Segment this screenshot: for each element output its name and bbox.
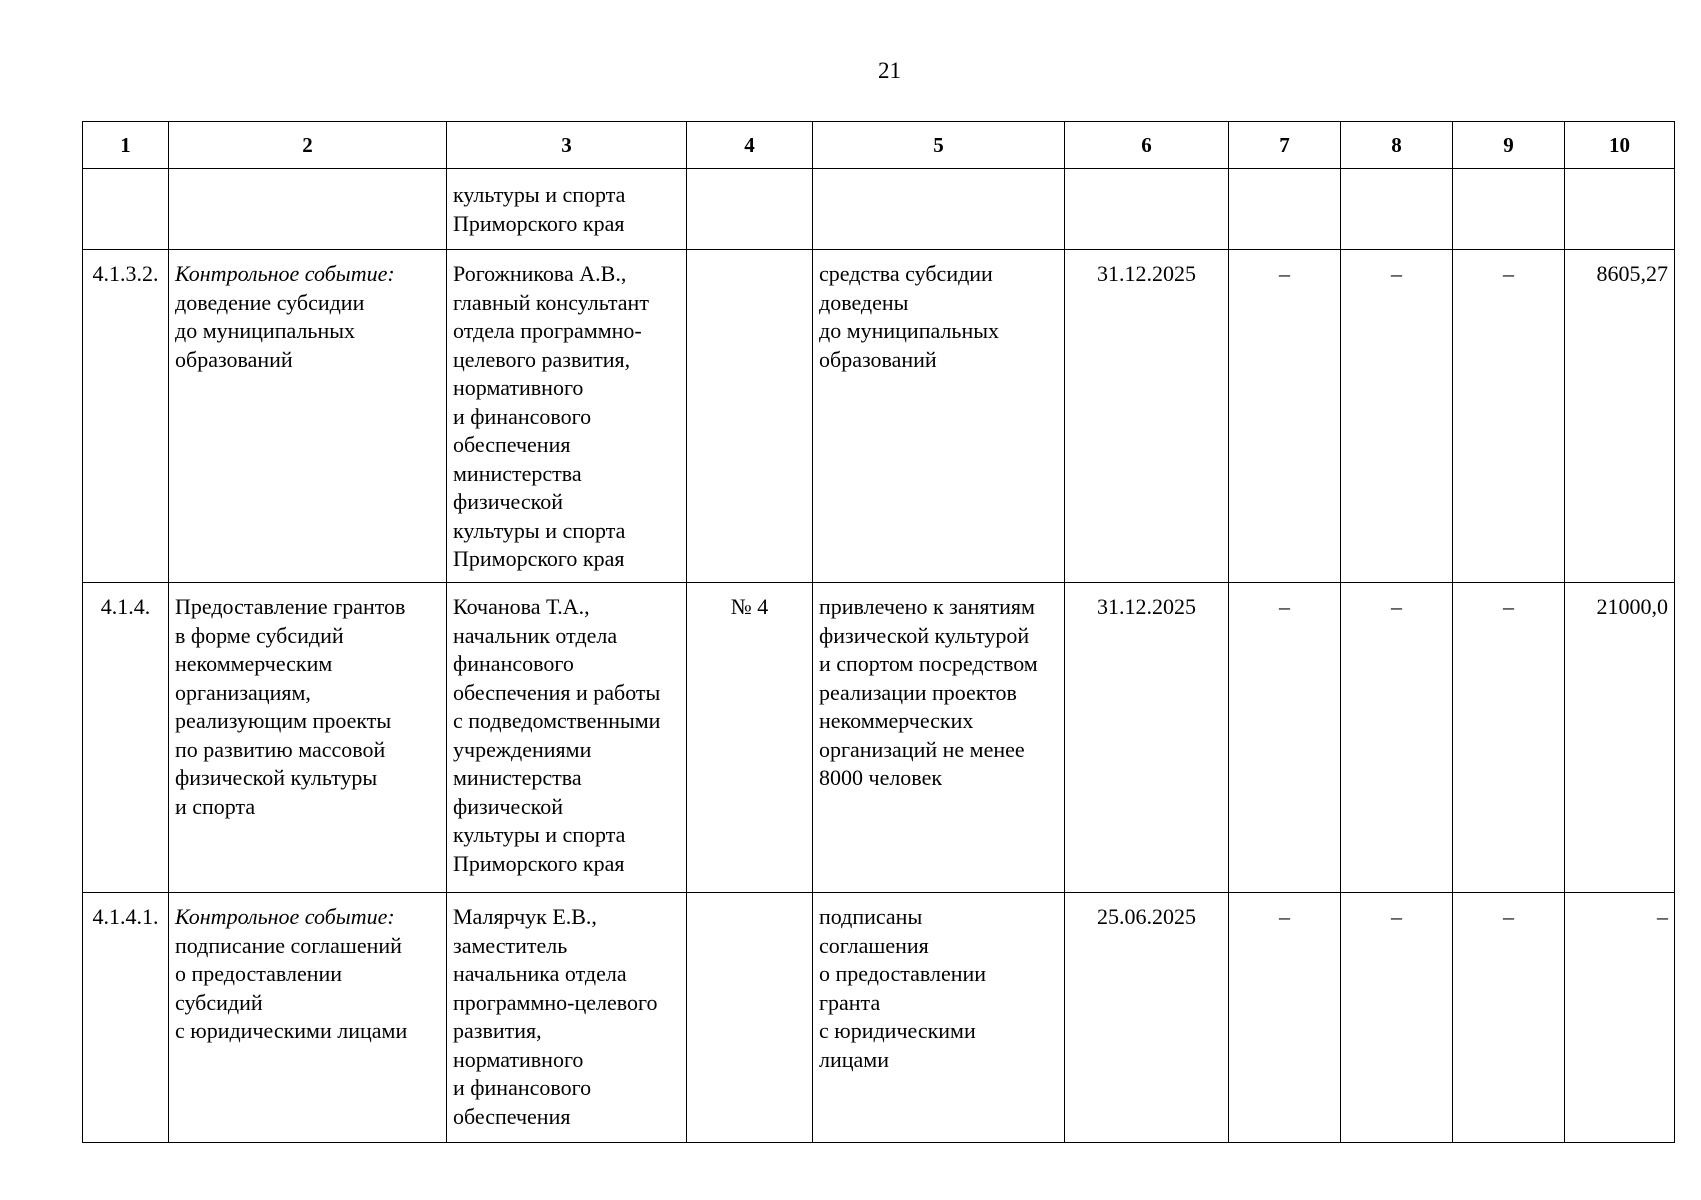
- amount: –: [1565, 893, 1675, 1143]
- col-8-value: –: [1341, 250, 1453, 583]
- indicator-ref: [687, 169, 813, 250]
- header-col-9: 9: [1453, 122, 1565, 169]
- col-9-value: –: [1453, 583, 1565, 893]
- activity-cell: [169, 893, 447, 1143]
- row-number: [83, 169, 169, 250]
- control-event-label: Контрольное событие:: [175, 261, 395, 286]
- deadline: 31.12.2025: [1065, 250, 1229, 583]
- header-col-10: 10: [1565, 122, 1675, 169]
- indicator-ref: № 4: [687, 583, 813, 893]
- deadline: 25.06.2025: [1065, 893, 1229, 1143]
- col-7-value: –: [1229, 893, 1341, 1143]
- responsible-person: Кочанова Т.А., начальник отдела финансового обеспечения и работы с подведомственными учреждениями министерства физической культуры и спорта Приморского края: [447, 583, 687, 893]
- col-7-value: [1229, 169, 1341, 250]
- col-8-value: –: [1341, 583, 1453, 893]
- amount: 21000,0: [1565, 583, 1675, 893]
- header-col-3: 3: [447, 122, 687, 169]
- header-col-5: 5: [813, 122, 1065, 169]
- activity-name: подписание соглашений о предоставлении субсидий с юридическими лицами: [175, 932, 408, 1043]
- table-row: [83, 893, 1675, 1143]
- expected-result: средства субсидии доведены до муниципальных образований: [813, 250, 1065, 583]
- plan-table: [82, 121, 1675, 1143]
- header-col-2: 2: [169, 122, 447, 169]
- responsible-person: Рогожникова А.В., главный консультант отдела программно- целевого развития, нормативного и финансового обеспечения министерства физической культуры и спорта Приморского края: [447, 250, 687, 583]
- table-row: [83, 169, 1675, 250]
- col-9-value: –: [1453, 250, 1565, 583]
- activity-name: доведение субсидии до муниципальных образований: [175, 289, 365, 372]
- table-row: [83, 250, 1675, 583]
- deadline: [1065, 169, 1229, 250]
- col-9-value: [1453, 169, 1565, 250]
- header-col-8: 8: [1341, 122, 1453, 169]
- indicator-ref: [687, 893, 813, 1143]
- activity-cell: [169, 250, 447, 583]
- expected-result: подписаны соглашения о предоставлении гранта с юридическими лицами: [813, 893, 1065, 1143]
- amount: 8605,27: [1565, 250, 1675, 583]
- row-number: 4.1.4.: [83, 583, 169, 893]
- col-7-value: –: [1229, 583, 1341, 893]
- responsible-person: культуры и спорта Приморского края: [447, 169, 687, 250]
- col-8-value: –: [1341, 893, 1453, 1143]
- col-8-value: [1341, 169, 1453, 250]
- activity-name: Предоставление грантов в форме субсидий некоммерческим организациям, реализующим проекты по развитию массовой физической культуры и спорта: [169, 583, 447, 893]
- responsible-person: Малярчук Е.В., заместитель начальника отдела программно-целевого развития, нормативного и финансового обеспечения: [447, 893, 687, 1143]
- col-7-value: –: [1229, 250, 1341, 583]
- activity-name: [169, 169, 447, 250]
- header-col-7: 7: [1229, 122, 1341, 169]
- expected-result: привлечено к занятиям физической культурой и спортом посредством реализации проектов некоммерческих организаций не менее 8000 человек: [813, 583, 1065, 893]
- control-event-label: Контрольное событие:: [175, 904, 395, 929]
- header-col-4: 4: [687, 122, 813, 169]
- col-9-value: –: [1453, 893, 1565, 1143]
- indicator-ref: [687, 250, 813, 583]
- header-col-6: 6: [1065, 122, 1229, 169]
- row-number: 4.1.4.1.: [83, 893, 169, 1143]
- header-row: [83, 122, 1675, 169]
- deadline: 31.12.2025: [1065, 583, 1229, 893]
- expected-result: [813, 169, 1065, 250]
- row-number: 4.1.3.2.: [83, 250, 169, 583]
- table-row: [83, 583, 1675, 893]
- page-number: 21: [878, 58, 901, 83]
- amount: [1565, 169, 1675, 250]
- header-col-1: 1: [83, 122, 169, 169]
